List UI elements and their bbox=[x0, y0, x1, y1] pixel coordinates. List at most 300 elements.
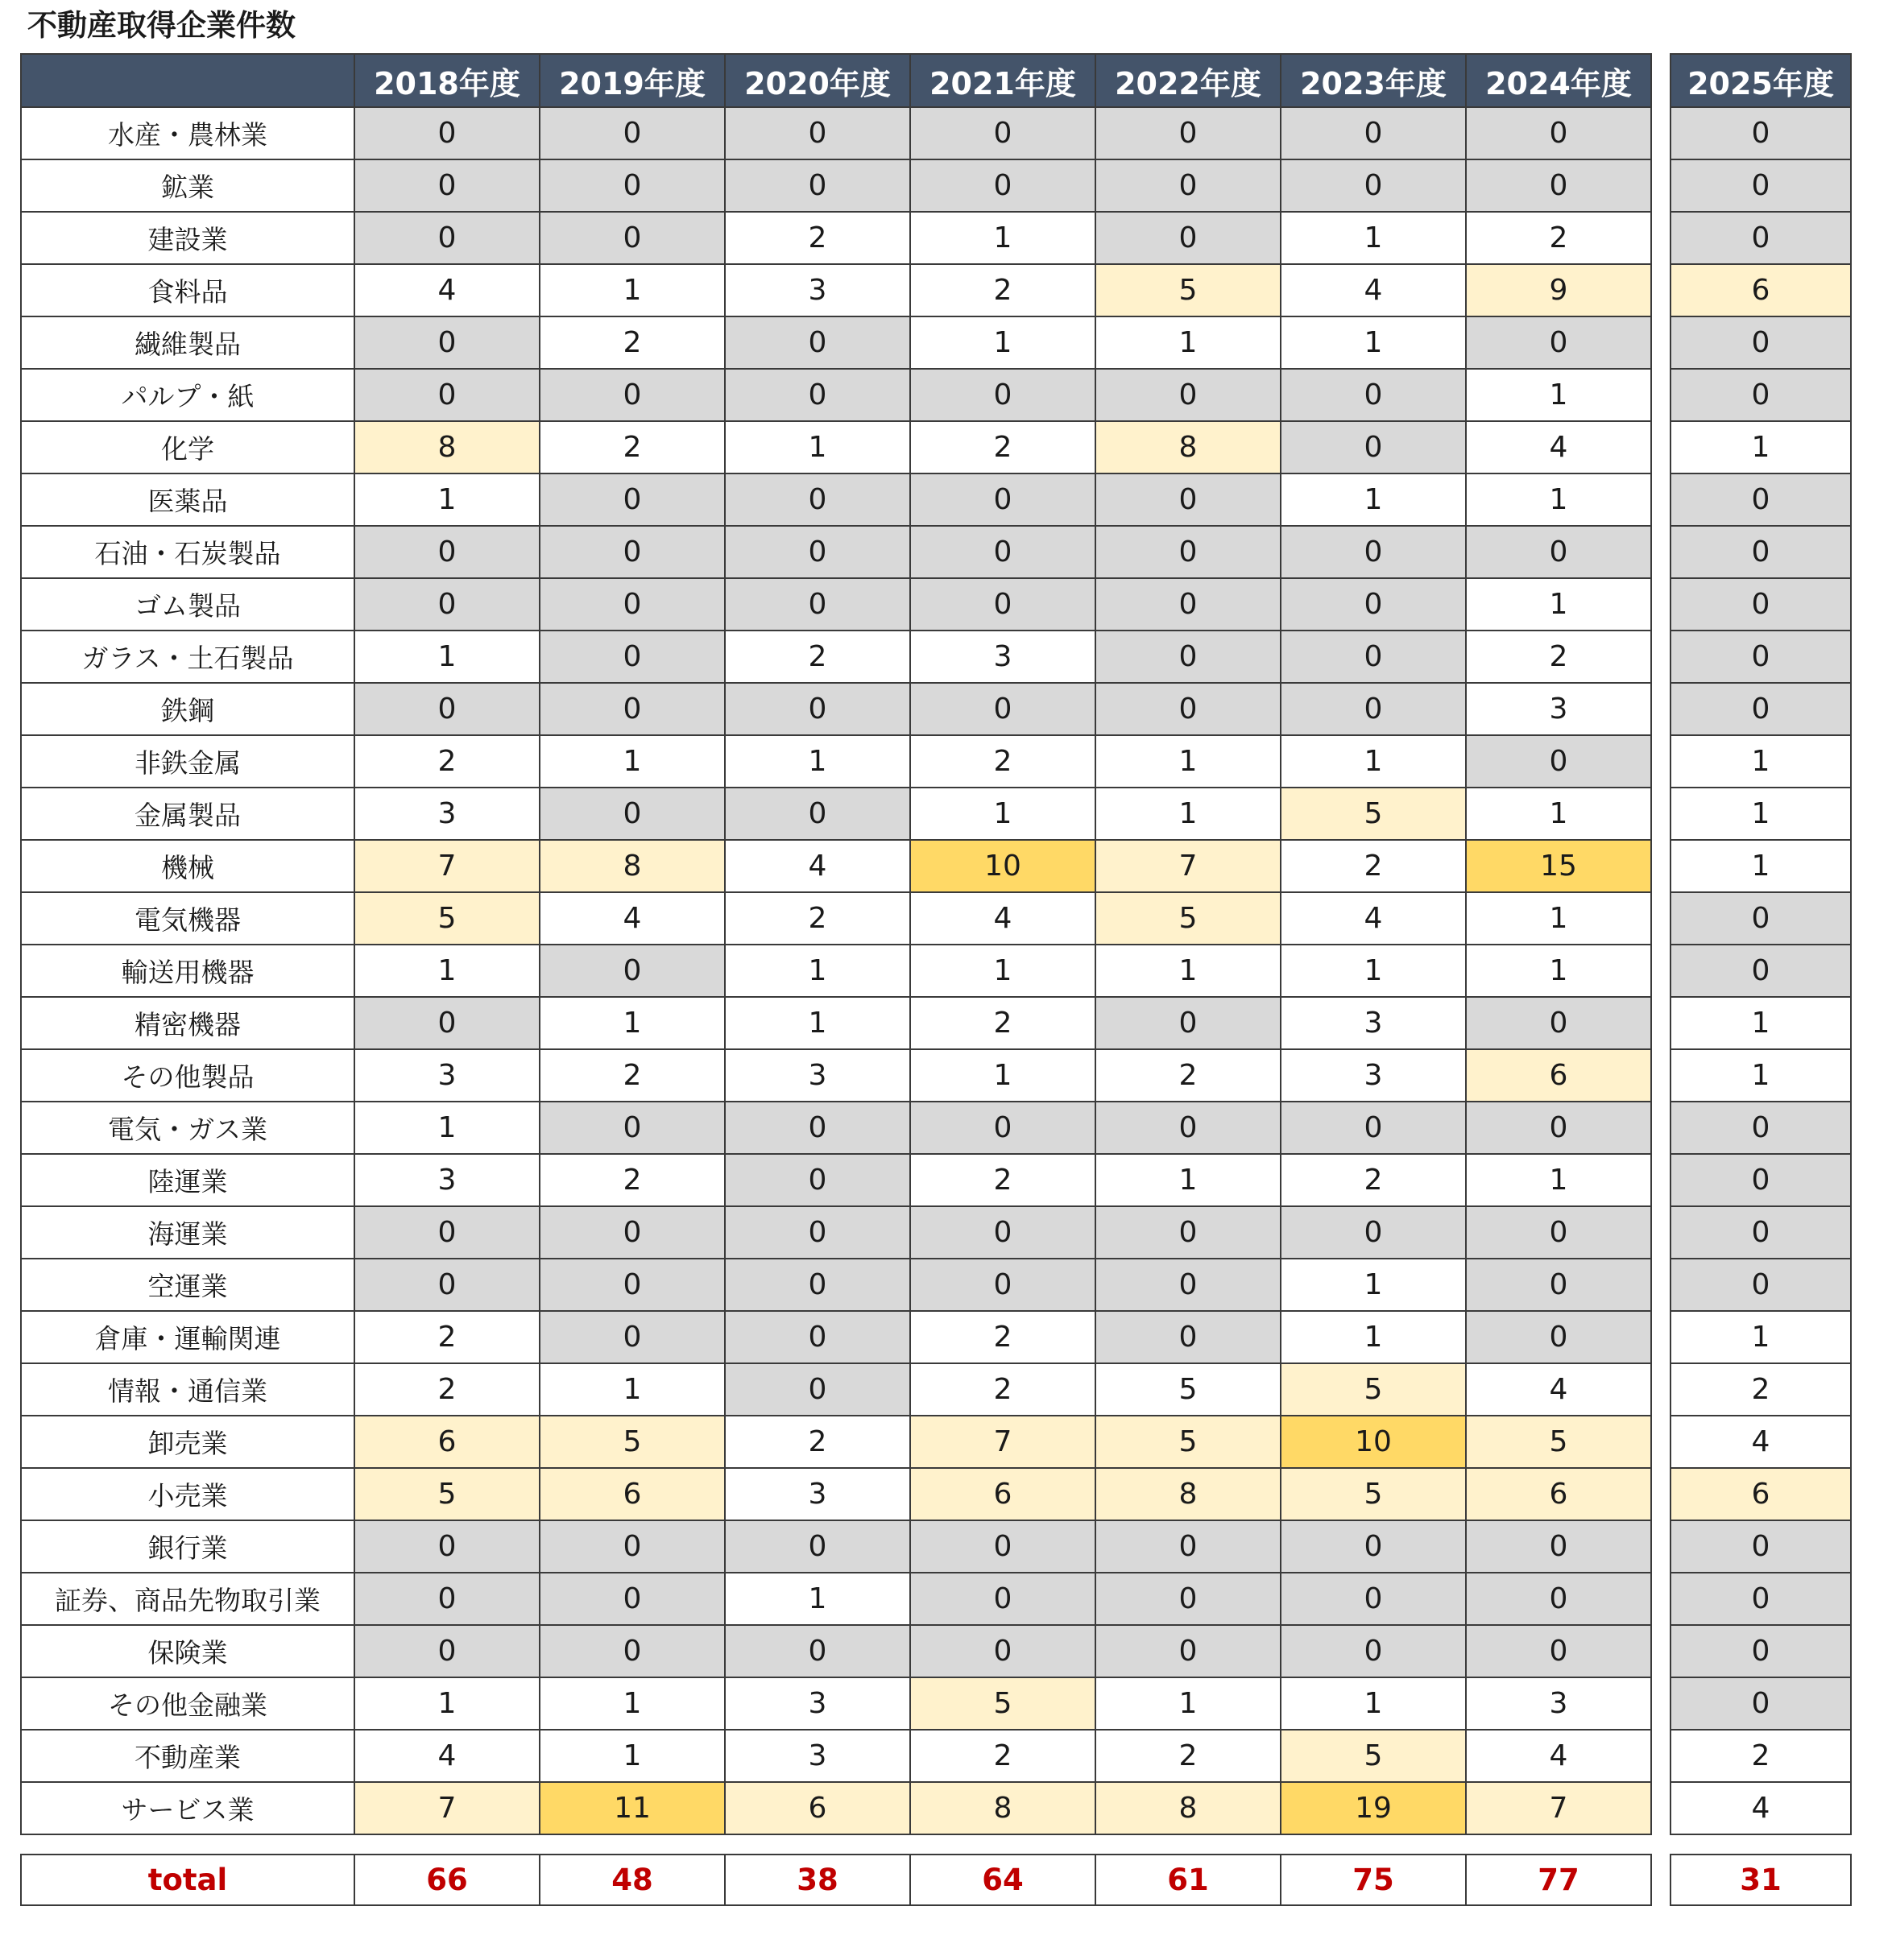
data-cell: 0 bbox=[1095, 997, 1281, 1049]
data-cell: 0 bbox=[1281, 1573, 1466, 1625]
data-cell: 7 bbox=[354, 840, 540, 892]
row-label: 繊維製品 bbox=[21, 316, 354, 369]
data-cell: 1 bbox=[1466, 788, 1651, 840]
data-cell: 0 bbox=[354, 526, 540, 578]
data-cell: 4 bbox=[1466, 421, 1651, 473]
header-corner bbox=[21, 54, 354, 107]
data-cell: 8 bbox=[1095, 1782, 1281, 1834]
data-cell: 0 bbox=[725, 1206, 910, 1259]
row-label: 証券、商品先物取引業 bbox=[21, 1573, 354, 1625]
data-cell: 10 bbox=[910, 840, 1095, 892]
table-row bbox=[21, 631, 1651, 683]
data-cell: 3 bbox=[1466, 683, 1651, 735]
column-header: 2023年度 bbox=[1281, 54, 1466, 107]
data-cell: 1 bbox=[540, 264, 725, 316]
total-value: 77 bbox=[1466, 1855, 1651, 1905]
data-cell: 1 bbox=[1095, 788, 1281, 840]
data-cell: 0 bbox=[1671, 1573, 1851, 1625]
table-row bbox=[1671, 369, 1851, 421]
data-cell: 1 bbox=[1281, 1311, 1466, 1363]
data-cell: 0 bbox=[354, 1206, 540, 1259]
data-cell: 0 bbox=[910, 578, 1095, 631]
data-cell: 5 bbox=[1281, 788, 1466, 840]
total-value: 48 bbox=[540, 1855, 725, 1905]
table-row bbox=[1671, 683, 1851, 735]
data-cell: 0 bbox=[1466, 735, 1651, 788]
spacer-row bbox=[1671, 1834, 1851, 1855]
table-row bbox=[21, 1468, 1651, 1520]
data-cell: 0 bbox=[1095, 1311, 1281, 1363]
data-cell: 3 bbox=[725, 1468, 910, 1520]
table-row bbox=[1671, 1468, 1851, 1520]
data-cell: 1 bbox=[725, 735, 910, 788]
data-cell: 0 bbox=[1095, 1259, 1281, 1311]
row-label: 鉱業 bbox=[21, 159, 354, 212]
data-cell: 6 bbox=[725, 1782, 910, 1834]
data-cell: 0 bbox=[1671, 316, 1851, 369]
table-row bbox=[21, 788, 1651, 840]
data-cell: 9 bbox=[1466, 264, 1651, 316]
data-cell: 3 bbox=[1281, 997, 1466, 1049]
data-cell: 0 bbox=[910, 473, 1095, 526]
data-cell: 10 bbox=[1281, 1416, 1466, 1468]
data-cell: 2 bbox=[725, 892, 910, 945]
data-cell: 2 bbox=[1466, 631, 1651, 683]
row-label: 医薬品 bbox=[21, 473, 354, 526]
column-header: 2022年度 bbox=[1095, 54, 1281, 107]
data-cell: 0 bbox=[725, 1154, 910, 1206]
data-cell: 0 bbox=[1466, 997, 1651, 1049]
data-cell: 0 bbox=[540, 212, 725, 264]
data-cell: 1 bbox=[354, 1677, 540, 1730]
data-cell: 2 bbox=[1095, 1049, 1281, 1102]
data-cell: 0 bbox=[1281, 526, 1466, 578]
data-cell: 8 bbox=[910, 1782, 1095, 1834]
row-label: パルプ・紙 bbox=[21, 369, 354, 421]
table-row bbox=[21, 1259, 1651, 1311]
table-row bbox=[1671, 526, 1851, 578]
table-row bbox=[1671, 892, 1851, 945]
data-cell: 2 bbox=[1281, 840, 1466, 892]
data-cell: 1 bbox=[1466, 578, 1651, 631]
data-cell: 0 bbox=[1671, 631, 1851, 683]
row-label: 空運業 bbox=[21, 1259, 354, 1311]
table-row bbox=[1671, 1677, 1851, 1730]
data-cell: 0 bbox=[540, 1573, 725, 1625]
page-title: 不動産取得企業件数 bbox=[27, 8, 296, 43]
row-label: 電気機器 bbox=[21, 892, 354, 945]
data-cell: 2 bbox=[1671, 1730, 1851, 1782]
row-label: 情報・通信業 bbox=[21, 1363, 354, 1416]
table-row bbox=[1671, 1730, 1851, 1782]
data-cell: 0 bbox=[910, 1625, 1095, 1677]
data-cell: 0 bbox=[1095, 159, 1281, 212]
spacer-row bbox=[21, 1834, 1651, 1855]
data-cell: 0 bbox=[354, 1625, 540, 1677]
data-cell: 4 bbox=[1281, 264, 1466, 316]
data-cell: 1 bbox=[725, 421, 910, 473]
table-row bbox=[1671, 421, 1851, 473]
data-cell: 0 bbox=[1095, 1625, 1281, 1677]
total-row bbox=[1671, 1855, 1851, 1905]
data-cell: 0 bbox=[1466, 316, 1651, 369]
data-cell: 19 bbox=[1281, 1782, 1466, 1834]
data-cell: 1 bbox=[910, 212, 1095, 264]
data-cell: 0 bbox=[540, 1206, 725, 1259]
row-label: 電気・ガス業 bbox=[21, 1102, 354, 1154]
row-label: その他製品 bbox=[21, 1049, 354, 1102]
data-cell: 0 bbox=[910, 369, 1095, 421]
data-cell: 2 bbox=[354, 1363, 540, 1416]
data-cell: 2 bbox=[910, 1154, 1095, 1206]
table-row bbox=[21, 107, 1651, 159]
table-row bbox=[21, 1363, 1651, 1416]
data-cell: 1 bbox=[1466, 369, 1651, 421]
table-row bbox=[21, 1311, 1651, 1363]
data-cell: 0 bbox=[540, 473, 725, 526]
table-row bbox=[1671, 1363, 1851, 1416]
data-cell: 1 bbox=[1466, 945, 1651, 997]
spacer-cell bbox=[1671, 1834, 1851, 1855]
data-cell: 1 bbox=[354, 473, 540, 526]
data-cell: 1 bbox=[540, 1363, 725, 1416]
table-row bbox=[1671, 212, 1851, 264]
row-label: 水産・農林業 bbox=[21, 107, 354, 159]
table-header-row-2025 bbox=[1671, 54, 1851, 107]
table-row bbox=[21, 840, 1651, 892]
table-row bbox=[1671, 1206, 1851, 1259]
table-row bbox=[1671, 1102, 1851, 1154]
row-label: 建設業 bbox=[21, 212, 354, 264]
data-cell: 1 bbox=[1671, 788, 1851, 840]
data-cell: 0 bbox=[1095, 212, 1281, 264]
data-cell: 1 bbox=[1671, 840, 1851, 892]
data-cell: 6 bbox=[1671, 1468, 1851, 1520]
data-cell: 0 bbox=[725, 1520, 910, 1573]
data-cell: 3 bbox=[725, 1049, 910, 1102]
data-cell: 1 bbox=[1466, 892, 1651, 945]
data-cell: 0 bbox=[910, 683, 1095, 735]
data-cell: 5 bbox=[1281, 1468, 1466, 1520]
data-cell: 2 bbox=[910, 264, 1095, 316]
data-cell: 0 bbox=[1671, 369, 1851, 421]
table-row bbox=[1671, 840, 1851, 892]
table-row bbox=[1671, 1154, 1851, 1206]
row-label: サービス業 bbox=[21, 1782, 354, 1834]
data-cell: 0 bbox=[540, 159, 725, 212]
data-cell: 0 bbox=[725, 107, 910, 159]
data-cell: 1 bbox=[354, 945, 540, 997]
data-cell: 0 bbox=[1671, 212, 1851, 264]
table-row bbox=[1671, 1259, 1851, 1311]
table-row bbox=[21, 892, 1651, 945]
data-cell: 0 bbox=[354, 369, 540, 421]
table-row bbox=[21, 212, 1651, 264]
data-cell: 1 bbox=[540, 735, 725, 788]
data-cell: 0 bbox=[1095, 1520, 1281, 1573]
data-cell: 0 bbox=[1671, 945, 1851, 997]
data-cell: 1 bbox=[1281, 945, 1466, 997]
data-cell: 0 bbox=[1281, 578, 1466, 631]
data-cell: 0 bbox=[1466, 1573, 1651, 1625]
data-cell: 2 bbox=[1466, 212, 1651, 264]
data-cell: 0 bbox=[725, 1625, 910, 1677]
data-cell: 2 bbox=[910, 735, 1095, 788]
data-cell: 1 bbox=[1281, 473, 1466, 526]
data-cell: 1 bbox=[1671, 1311, 1851, 1363]
data-cell: 4 bbox=[1671, 1416, 1851, 1468]
table-row bbox=[21, 1416, 1651, 1468]
data-cell: 0 bbox=[1466, 1206, 1651, 1259]
data-cell: 0 bbox=[725, 683, 910, 735]
data-cell: 0 bbox=[1671, 159, 1851, 212]
data-cell: 3 bbox=[725, 1730, 910, 1782]
table-row bbox=[1671, 578, 1851, 631]
data-cell: 0 bbox=[540, 1625, 725, 1677]
data-cell: 1 bbox=[1281, 212, 1466, 264]
data-cell: 0 bbox=[354, 159, 540, 212]
table-row bbox=[1671, 1311, 1851, 1363]
data-cell: 3 bbox=[354, 1154, 540, 1206]
data-cell: 2 bbox=[1671, 1363, 1851, 1416]
data-cell: 0 bbox=[1671, 1206, 1851, 1259]
data-cell: 4 bbox=[1281, 892, 1466, 945]
table-row bbox=[1671, 735, 1851, 788]
table-row bbox=[21, 526, 1651, 578]
data-cell: 0 bbox=[910, 1102, 1095, 1154]
data-cell: 0 bbox=[725, 316, 910, 369]
data-cell: 0 bbox=[540, 107, 725, 159]
table-row bbox=[21, 1573, 1651, 1625]
data-cell: 1 bbox=[910, 788, 1095, 840]
row-label: 倉庫・運輸関連 bbox=[21, 1311, 354, 1363]
data-cell: 3 bbox=[725, 264, 910, 316]
data-cell: 0 bbox=[1281, 369, 1466, 421]
data-cell: 0 bbox=[540, 578, 725, 631]
total-value: 38 bbox=[725, 1855, 910, 1905]
data-cell: 5 bbox=[540, 1416, 725, 1468]
data-cell: 2 bbox=[354, 1311, 540, 1363]
spacer-cell bbox=[1281, 1834, 1466, 1855]
row-label: 陸運業 bbox=[21, 1154, 354, 1206]
column-header: 2021年度 bbox=[910, 54, 1095, 107]
data-cell: 2 bbox=[540, 1154, 725, 1206]
column-header: 2019年度 bbox=[540, 54, 725, 107]
data-cell: 0 bbox=[354, 1520, 540, 1573]
row-label: 金属製品 bbox=[21, 788, 354, 840]
data-cell: 4 bbox=[725, 840, 910, 892]
data-cell: 0 bbox=[540, 945, 725, 997]
table-row bbox=[21, 1154, 1651, 1206]
data-cell: 0 bbox=[910, 1206, 1095, 1259]
data-cell: 0 bbox=[540, 1102, 725, 1154]
data-cell: 5 bbox=[910, 1677, 1095, 1730]
table-row bbox=[1671, 788, 1851, 840]
data-cell: 3 bbox=[725, 1677, 910, 1730]
data-cell: 1 bbox=[354, 631, 540, 683]
data-cell: 0 bbox=[910, 1573, 1095, 1625]
main-data-table bbox=[20, 53, 1652, 1906]
data-cell: 2 bbox=[540, 1049, 725, 1102]
column-header: 2018年度 bbox=[354, 54, 540, 107]
data-cell: 4 bbox=[540, 892, 725, 945]
data-cell: 0 bbox=[1671, 473, 1851, 526]
row-label: 海運業 bbox=[21, 1206, 354, 1259]
data-cell: 0 bbox=[1466, 1311, 1651, 1363]
data-cell: 6 bbox=[540, 1468, 725, 1520]
data-cell: 0 bbox=[354, 212, 540, 264]
data-cell: 0 bbox=[1095, 369, 1281, 421]
table-row bbox=[21, 735, 1651, 788]
data-cell: 0 bbox=[1671, 107, 1851, 159]
table-row bbox=[21, 683, 1651, 735]
data-cell: 0 bbox=[1281, 107, 1466, 159]
data-cell: 0 bbox=[1671, 1259, 1851, 1311]
table-row bbox=[21, 421, 1651, 473]
data-cell: 0 bbox=[725, 1363, 910, 1416]
data-cell: 2 bbox=[910, 1311, 1095, 1363]
data-cell: 2 bbox=[910, 997, 1095, 1049]
row-label: 化学 bbox=[21, 421, 354, 473]
column-header: 2020年度 bbox=[725, 54, 910, 107]
spacer-cell bbox=[910, 1834, 1095, 1855]
data-cell: 0 bbox=[725, 788, 910, 840]
data-cell: 0 bbox=[725, 473, 910, 526]
data-cell: 1 bbox=[1466, 1154, 1651, 1206]
data-cell: 0 bbox=[1095, 578, 1281, 631]
data-cell: 1 bbox=[725, 1573, 910, 1625]
data-cell: 6 bbox=[1466, 1049, 1651, 1102]
data-cell: 0 bbox=[1281, 683, 1466, 735]
data-cell: 0 bbox=[1466, 107, 1651, 159]
table-row bbox=[1671, 1573, 1851, 1625]
data-cell: 11 bbox=[540, 1782, 725, 1834]
table-row bbox=[21, 473, 1651, 526]
data-cell: 3 bbox=[354, 1049, 540, 1102]
table-row bbox=[1671, 1625, 1851, 1677]
row-label: 鉄鋼 bbox=[21, 683, 354, 735]
table-row bbox=[21, 1206, 1651, 1259]
table-row bbox=[21, 369, 1651, 421]
data-cell: 0 bbox=[910, 159, 1095, 212]
data-cell: 0 bbox=[1466, 1102, 1651, 1154]
data-cell: 2 bbox=[910, 1363, 1095, 1416]
data-cell: 2 bbox=[910, 421, 1095, 473]
data-cell: 3 bbox=[1466, 1677, 1651, 1730]
data-cell: 0 bbox=[1671, 526, 1851, 578]
table-row bbox=[1671, 1782, 1851, 1834]
row-label: ガラス・土石製品 bbox=[21, 631, 354, 683]
data-cell: 0 bbox=[1671, 1677, 1851, 1730]
data-cell: 1 bbox=[354, 1102, 540, 1154]
table-row bbox=[21, 1520, 1651, 1573]
data-cell: 0 bbox=[725, 369, 910, 421]
data-cell: 0 bbox=[354, 1259, 540, 1311]
data-cell: 2 bbox=[725, 212, 910, 264]
table-row bbox=[1671, 997, 1851, 1049]
data-cell: 2 bbox=[725, 1416, 910, 1468]
data-cell: 1 bbox=[1671, 735, 1851, 788]
data-cell: 0 bbox=[540, 788, 725, 840]
data-cell: 0 bbox=[1281, 1520, 1466, 1573]
total-value: 61 bbox=[1095, 1855, 1281, 1905]
data-cell: 1 bbox=[1671, 1049, 1851, 1102]
data-cell: 0 bbox=[1095, 1206, 1281, 1259]
data-cell: 0 bbox=[725, 159, 910, 212]
table-row bbox=[1671, 316, 1851, 369]
data-cell: 7 bbox=[910, 1416, 1095, 1468]
data-cell: 0 bbox=[1281, 1102, 1466, 1154]
data-cell: 0 bbox=[1281, 159, 1466, 212]
data-cell: 5 bbox=[1281, 1363, 1466, 1416]
row-label: 銀行業 bbox=[21, 1520, 354, 1573]
data-cell: 1 bbox=[540, 997, 725, 1049]
table-row bbox=[21, 1102, 1651, 1154]
data-cell: 0 bbox=[1095, 107, 1281, 159]
data-cell: 2 bbox=[1095, 1730, 1281, 1782]
data-cell: 1 bbox=[540, 1730, 725, 1782]
data-cell: 0 bbox=[354, 683, 540, 735]
data-cell: 2 bbox=[540, 316, 725, 369]
data-cell: 0 bbox=[354, 1573, 540, 1625]
data-cell: 1 bbox=[725, 997, 910, 1049]
data-cell: 0 bbox=[540, 1311, 725, 1363]
data-cell: 7 bbox=[1466, 1782, 1651, 1834]
data-cell: 1 bbox=[540, 1677, 725, 1730]
data-cell: 0 bbox=[1281, 421, 1466, 473]
data-cell: 1 bbox=[910, 316, 1095, 369]
table-row bbox=[1671, 1416, 1851, 1468]
data-cell: 2 bbox=[910, 1730, 1095, 1782]
data-cell: 0 bbox=[1671, 1102, 1851, 1154]
data-cell: 1 bbox=[725, 945, 910, 997]
data-cell: 1 bbox=[1466, 473, 1651, 526]
data-cell: 0 bbox=[910, 1259, 1095, 1311]
data-cell: 5 bbox=[1466, 1416, 1651, 1468]
data-cell: 5 bbox=[1095, 264, 1281, 316]
data-cell: 0 bbox=[1671, 1154, 1851, 1206]
data-cell: 5 bbox=[1095, 1416, 1281, 1468]
data-cell: 0 bbox=[1466, 159, 1651, 212]
data-cell: 0 bbox=[1466, 526, 1651, 578]
table-row bbox=[21, 1782, 1651, 1834]
data-cell: 0 bbox=[725, 1102, 910, 1154]
data-cell: 1 bbox=[1095, 316, 1281, 369]
data-cell: 0 bbox=[1281, 1625, 1466, 1677]
data-cell: 0 bbox=[910, 1520, 1095, 1573]
row-label: 輸送用機器 bbox=[21, 945, 354, 997]
data-cell: 8 bbox=[1095, 421, 1281, 473]
row-label: 卸売業 bbox=[21, 1416, 354, 1468]
spacer-cell bbox=[540, 1834, 725, 1855]
table-row bbox=[21, 997, 1651, 1049]
row-label: 精密機器 bbox=[21, 997, 354, 1049]
data-cell: 0 bbox=[1095, 526, 1281, 578]
data-cell: 0 bbox=[1671, 892, 1851, 945]
data-cell: 4 bbox=[1466, 1363, 1651, 1416]
data-cell: 0 bbox=[1095, 473, 1281, 526]
column-header: 2025年度 bbox=[1671, 54, 1851, 107]
data-cell: 5 bbox=[1095, 1363, 1281, 1416]
total-label: total bbox=[21, 1855, 354, 1905]
data-cell: 0 bbox=[540, 1259, 725, 1311]
data-cell: 0 bbox=[540, 683, 725, 735]
data-cell: 0 bbox=[725, 1259, 910, 1311]
data-cell: 0 bbox=[1671, 1625, 1851, 1677]
data-cell: 6 bbox=[910, 1468, 1095, 1520]
data-cell: 1 bbox=[1095, 1677, 1281, 1730]
data-cell: 1 bbox=[1281, 735, 1466, 788]
